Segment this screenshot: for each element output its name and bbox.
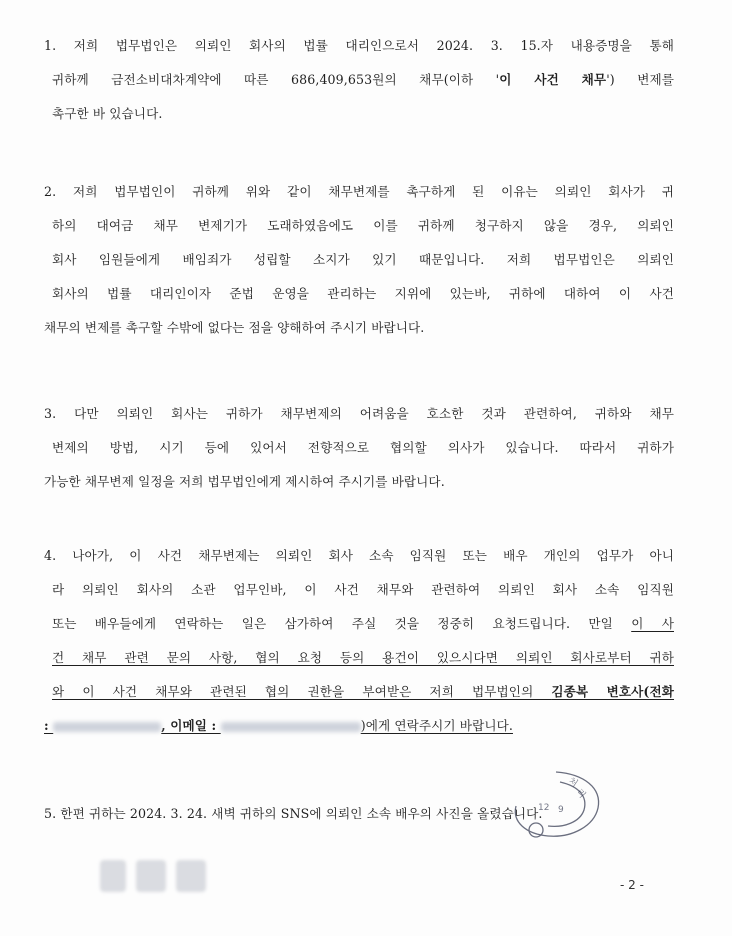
text-line <box>52 438 674 458</box>
text-segment: 가능한 채무변제 일정을 저희 법무법인에게 제시하여 주시기를 바랍니다. <box>44 474 445 489</box>
text-line <box>44 36 674 56</box>
text-line <box>52 614 674 634</box>
text-segment: 촉구한 바 있습니다. <box>52 106 163 121</box>
text-segment: 3. 다만 의뢰인 회사는 귀하가 채무변제의 어려움을 호소한 것과 관련하여, 귀하와 채무 <box>44 406 674 421</box>
text-line <box>44 318 666 338</box>
text-line <box>52 580 674 600</box>
text-line <box>52 104 674 124</box>
text-line <box>52 648 674 668</box>
text-segment: 변제의 방법, 시기 등에 있어서 전향적으로 협의할 의사가 있습니다. 따라서 귀하가 <box>52 440 674 455</box>
underlined-text: 이 사 <box>631 616 674 631</box>
text-segment: 회사 임원들에게 배임죄가 성립할 소지가 있기 때문입니다. 저희 법무법인은 의뢰인 <box>52 252 674 267</box>
text-segment: 또는 배우들에게 연락하는 일은 삼가하여 주실 것을 정중히 요청드립니다. 만일 <box>52 616 632 631</box>
text-line <box>52 250 674 270</box>
text-line <box>44 546 674 566</box>
text-segment: ') 변제를 <box>606 72 675 87</box>
text-segment: 이 사건 채무 <box>499 72 607 87</box>
text-line <box>52 682 674 702</box>
svg-text:처: 처 <box>566 776 580 790</box>
svg-text:리: 리 <box>573 787 587 801</box>
text-line <box>52 284 674 304</box>
underlined-text: )에게 연락주시기 바랍니다. <box>360 718 513 733</box>
underlined-text: 와 이 사건 채무와 관련된 협의 권한을 부여받은 저희 법무법인의 <box>52 684 552 699</box>
svg-text:12: 12 <box>538 803 550 813</box>
underlined-text: 건 채무 관련 문의 사항, 협의 요청 등의 용건이 있으시다면 의뢰인 회사로부터 귀하 <box>52 650 674 665</box>
underlined-text: : <box>44 718 54 733</box>
redacted-contact <box>53 722 161 732</box>
text-line <box>52 70 674 90</box>
text-line <box>44 404 674 424</box>
text-segment: 1. 저희 법무법인은 의뢰인 회사의 법률 대리인으로서 2024. 3. 15.자 내용증명을 통해 <box>44 38 674 53</box>
watermark-logo <box>96 856 214 896</box>
text-segment: 귀하께 금전소비대차계약에 따른 686,409,653원의 채무(이하 ' <box>52 72 500 87</box>
text-segment: 회사의 법률 대리인이자 준법 운영을 관리하는 지위에 있는바, 귀하에 대하여 이 사건 <box>52 286 674 301</box>
underlined-text: 김종복 변호사(전화 <box>551 684 675 699</box>
svg-text:9: 9 <box>558 805 564 815</box>
text-line <box>44 182 674 202</box>
text-line <box>52 216 674 236</box>
text-line <box>44 716 666 736</box>
underlined-text: , 이메일 : <box>161 718 221 733</box>
redacted-contact <box>221 722 361 732</box>
text-line <box>44 804 674 824</box>
page-number: - 2 - <box>620 878 644 892</box>
text-segment: 하의 대여금 채무 변제기가 도래하였음에도 이를 귀하께 청구하지 않을 경우, 의뢰인 <box>52 218 674 233</box>
text-line <box>44 472 666 492</box>
text-segment: 5. 한편 귀하는 2024. 3. 24. 새벽 귀하의 SNS에 의뢰인 소속 배우의 사진을 올렸습니다. <box>44 806 543 821</box>
text-segment: 2. 저희 법무법인이 귀하께 위와 같이 채무변제를 촉구하게 된 이유는 의뢰인 회사가 귀 <box>44 184 674 199</box>
text-segment: 채무의 변제를 촉구할 수밖에 없다는 점을 양해하여 주시기 바랍니다. <box>44 320 425 335</box>
text-segment: 4. 나아가, 이 사건 채무변제는 의뢰인 회사 소속 임직원 또는 배우 개인의 업무가 아니 <box>44 548 674 563</box>
text-segment: 라 의뢰인 회사의 소관 업무인바, 이 사건 채무와 관련하여 의뢰인 회사 소속 임직원 <box>52 582 674 597</box>
